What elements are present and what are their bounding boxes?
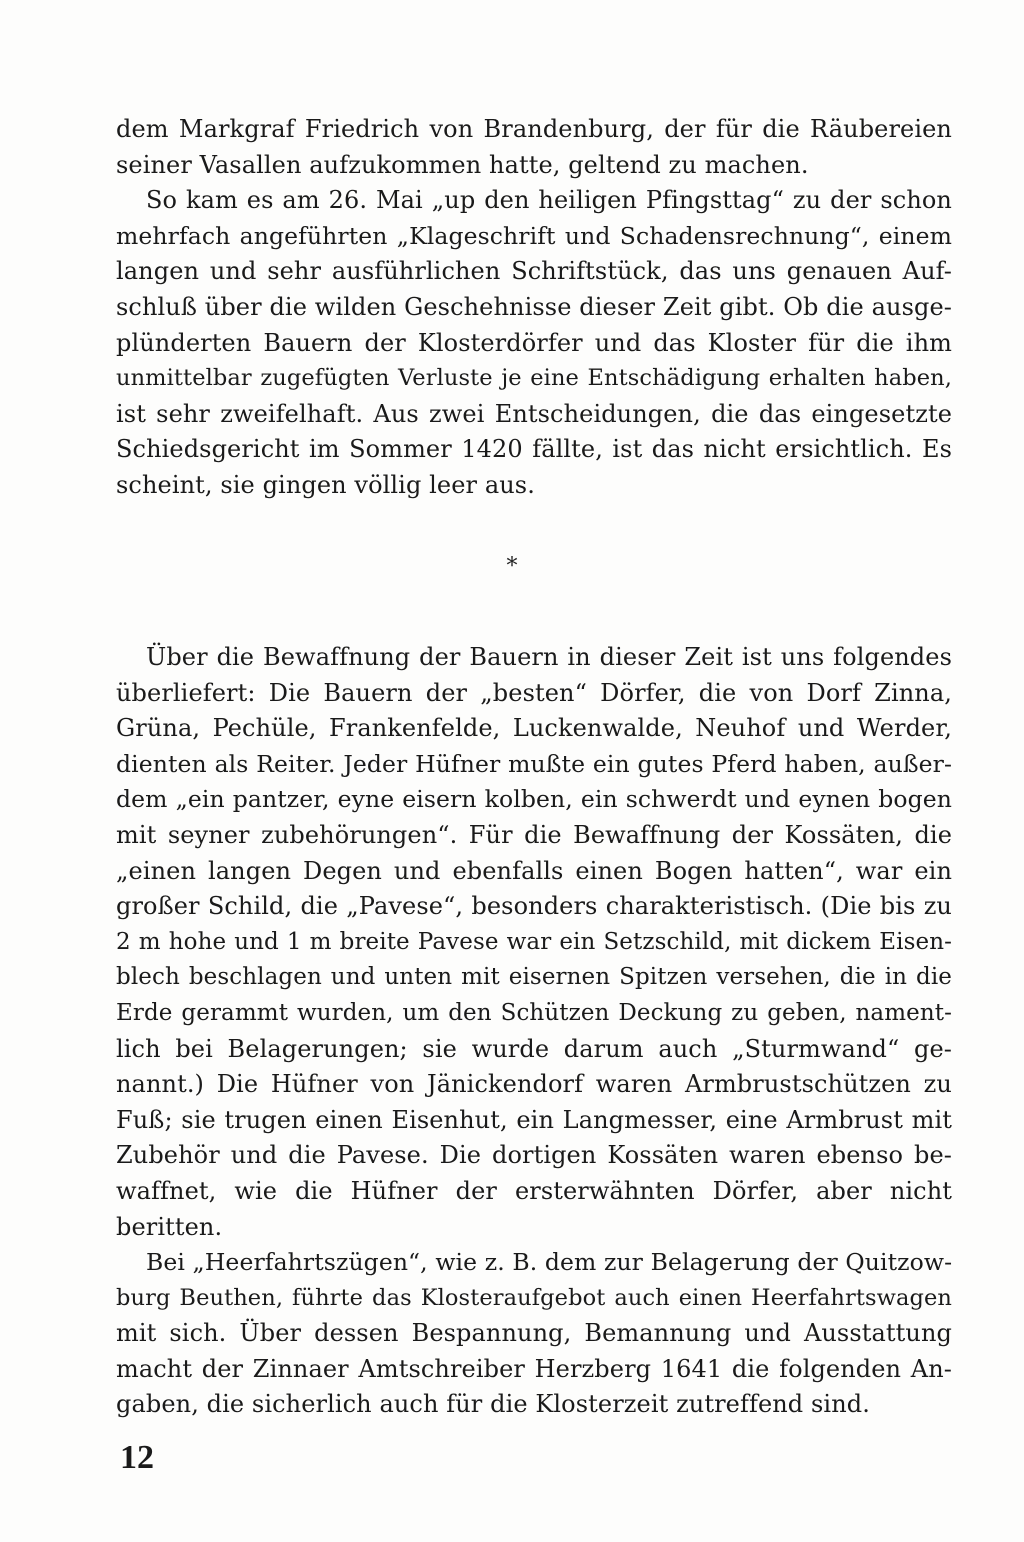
text-section-upper [116, 112, 952, 504]
text-line: mit sich. Über dessen Bespannung, Bemannung und Ausstattung [116, 1319, 952, 1348]
text-line: waffnet, wie die Hüfner der ersterwähnten Dörfer, aber nicht [116, 1176, 952, 1205]
text-line: plünderten Bauern der Klosterdörfer und das Kloster für die ihm [116, 328, 952, 357]
text-line: ist sehr zweifelhaft. Aus zwei Entscheidungen, die das eingesetzte [116, 399, 952, 428]
text-line: Über die Bewaffnung der Bauern in dieser Zeit ist uns folgendes [146, 643, 952, 671]
text-line: scheint, sie gingen völlig leer aus. [116, 470, 535, 499]
text-line: blech beschlagen und unten mit eisernen Spitzen versehen, die in die [116, 964, 952, 991]
text-line: großer Schild, die „Pavese“, besonders charakteristisch. (Die bis zu [116, 892, 952, 921]
text-line: 2 m hohe und 1 m breite Pavese war ein Setzschild, mit dickem Eisen- [116, 928, 952, 955]
text-line: Fuß; sie trugen einen Eisenhut, ein Langmesser, eine Armbrust mit [116, 1105, 952, 1134]
text-section-lower [116, 640, 952, 1423]
paragraph-bewaffnung [116, 640, 952, 1245]
text-line: mehrfach angeführten „Klageschrift und Schadensrechnung“, einem [116, 221, 952, 250]
text-line: gaben, die sicherlich auch für die Klosterzeit zutreffend sind. [116, 1390, 870, 1419]
text-line: schluß über die wilden Geschehnisse dieser Zeit gibt. Ob die ausge- [116, 292, 952, 321]
page-number: 12 [120, 1439, 154, 1476]
text-line: überliefert: Die Bauern der „besten“ Dörfer, die von Dorf Zinna, [116, 678, 952, 707]
text-line: Erde gerammt wurden, um den Schützen Deckung zu geben, nament- [116, 999, 952, 1026]
text-line: Bei „Heerfahrtszügen“, wie z. B. dem zur Belagerung der Quitzow- [146, 1248, 952, 1277]
text-line: beritten. [116, 1212, 223, 1241]
text-line: „einen langen Degen und ebenfalls einen Bogen hatten“, war ein [116, 856, 952, 885]
text-line: langen und sehr ausführlichen Schriftstück, das uns genauen Auf- [116, 257, 952, 286]
text-line: macht der Zinnaer Amtschreiber Herzberg 1641 die folgenden An- [116, 1354, 952, 1383]
text-line: nannt.) Die Hüfner von Jänickendorf waren Armbrustschützen zu [116, 1070, 952, 1099]
text-line: mit seyner zubehörungen“. Für die Bewaffnung der Kossäten, die [116, 820, 952, 849]
text-line: Zubehör und die Pavese. Die dortigen Kossäten waren ebenso be- [116, 1141, 952, 1170]
paragraph-markgraf [116, 112, 952, 183]
paragraph-klageschrift [116, 183, 952, 503]
text-line: Schiedsgericht im Sommer 1420 fällte, ist das nicht ersichtlich. Es [116, 435, 952, 464]
text-line: dem Markgraf Friedrich von Brandenburg, der für die Räubereien [116, 115, 952, 143]
text-line: dem „ein pantzer, eyne eisern kolben, ein schwerdt und eynen bogen [116, 785, 952, 814]
text-line: dienten als Reiter. Jeder Hüfner mußte ein gutes Pferd haben, außer- [116, 749, 952, 778]
text-line: Grüna, Pechüle, Frankenfelde, Luckenwalde, Neuhof und Werder, [116, 714, 952, 743]
paragraph-heerfahrt [116, 1245, 952, 1423]
text-line: unmittelbar zugefügten Verluste je eine Entschädigung erhalten haben, [116, 365, 952, 392]
section-ornament: * [506, 554, 518, 579]
text-line: burg Beuthen, führte das Klosteraufgebot auch einen Heerfahrtswagen [116, 1284, 952, 1311]
text-line: lich bei Belagerungen; sie wurde darum auch „Sturmwand“ ge- [116, 1034, 952, 1063]
text-line: seiner Vasallen aufzukommen hatte, geltend zu machen. [116, 150, 809, 179]
text-line: So kam es am 26. Mai „up den heiligen Pfingsttag“ zu der schon [146, 186, 952, 215]
